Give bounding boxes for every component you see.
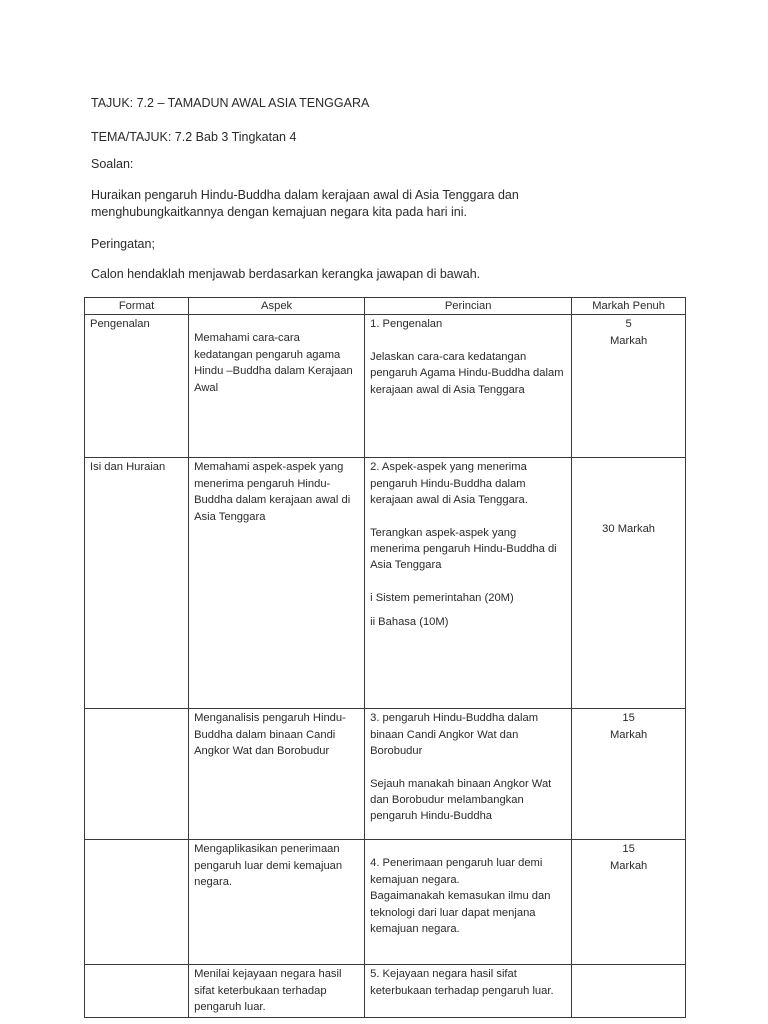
table-header-row — [85, 298, 686, 315]
perincian-heading: 1. Pengenalan — [370, 318, 443, 331]
document-title: TAJUK: 7.2 – TAMADUN AWAL ASIA TENGGARA — [91, 96, 370, 110]
table-row — [85, 709, 686, 840]
cell-markah — [572, 709, 686, 840]
perincian-body: Jelaskan cara-cara kedatangan pengaruh Agama Hindu-Buddha dalam kerajaan awal di Asia Tenggara — [370, 350, 564, 396]
cell-markah — [572, 840, 686, 965]
markah-value: 15 — [622, 843, 635, 856]
header-format: Format — [85, 298, 189, 315]
cell-markah — [572, 458, 686, 709]
header-markah: Markah Penuh — [572, 298, 686, 315]
table-row — [85, 840, 686, 965]
cell-aspek: Memahami aspek-aspek yang menerima pengaruh Hindu-Buddha dalam kerajaan awal di Asia Tenggara — [189, 458, 365, 709]
cell-format: Isi dan Huraian — [85, 458, 189, 709]
perincian-item: ii Bahasa (10M) — [370, 616, 449, 629]
cell-perincian — [365, 965, 572, 1017]
perincian-heading: 4. Penerimaan pengaruh luar demi kemajuan negara. — [370, 857, 543, 886]
cell-format — [85, 709, 189, 840]
markah-unit: Markah — [609, 728, 648, 741]
perincian-heading: 3. pengaruh Hindu-Buddha dalam binaan Candi Angkor Wat dan Borobudur — [370, 712, 539, 758]
cell-markah — [572, 965, 686, 1017]
peringatan-label: Peringatan; — [91, 237, 155, 251]
markah-unit: Markah — [609, 334, 648, 347]
table-row — [85, 965, 686, 1017]
answer-framework-table — [84, 297, 686, 1018]
perincian-body: Terangkan aspek-aspek yang menerima pengaruh Hindu-Buddha di Asia Tenggara — [370, 526, 557, 572]
table-row — [85, 458, 686, 709]
cell-perincian — [365, 709, 572, 840]
cell-perincian — [365, 840, 572, 965]
soalan-label: Soalan: — [91, 157, 134, 171]
cell-aspek: Memahami cara-cara kedatangan pengaruh agama Hindu –Buddha dalam Kerajaan Awal — [189, 315, 365, 458]
perincian-body: Bagaimanakah kemasukan ilmu dan teknologi dari luar dapat menjana kemajuan negara. — [370, 890, 551, 936]
table-row — [85, 315, 686, 458]
cell-markah — [572, 315, 686, 458]
cell-aspek: Menilai kejayaan negara hasil sifat keterbukaan terhadap pengaruh luar. — [189, 965, 365, 1017]
perincian-heading: 2. Aspek-aspek yang menerima pengaruh Hindu-Buddha dalam kerajaan awal di Asia Tenggara. — [370, 461, 528, 507]
cell-aspek: Menganalisis pengaruh Hindu-Buddha dalam binaan Candi Angkor Wat dan Borobudur — [189, 709, 365, 840]
perincian-heading: 5. Kejayaan negara hasil sifat keterbukaan terhadap pengaruh luar. — [370, 968, 554, 997]
question-text: Huraikan pengaruh Hindu-Buddha dalam kerajaan awal di Asia Tenggara dan menghubungkaitkannya dengan kemajuan negara kita pada hari ini. — [91, 188, 519, 219]
cell-perincian — [365, 458, 572, 709]
cell-aspek: Mengaplikasikan penerimaan pengaruh luar demi kemajuan negara. — [189, 840, 365, 965]
instruction-text: Calon hendaklah menjawab berdasarkan kerangka jawapan di bawah. — [91, 267, 481, 281]
cell-format — [85, 840, 189, 965]
tema-line: TEMA/TAJUK: 7.2 Bab 3 Tingkatan 4 — [91, 130, 297, 144]
markah-unit: Markah — [609, 859, 648, 872]
markah-value: 5 — [625, 318, 632, 331]
header-aspek: Aspek — [189, 298, 365, 315]
perincian-body: Sejauh manakah binaan Angkor Wat dan Borobudur melambangkan pengaruh Hindu-Buddha — [370, 777, 552, 823]
perincian-item: i Sistem pemerintahan (20M) — [370, 591, 514, 604]
cell-format — [85, 965, 189, 1017]
cell-perincian — [365, 315, 572, 458]
cell-format: Pengenalan — [85, 315, 189, 458]
markah-value: 30 Markah — [602, 523, 656, 536]
markah-value: 15 — [622, 712, 635, 725]
header-perincian: Perincian — [365, 298, 572, 315]
